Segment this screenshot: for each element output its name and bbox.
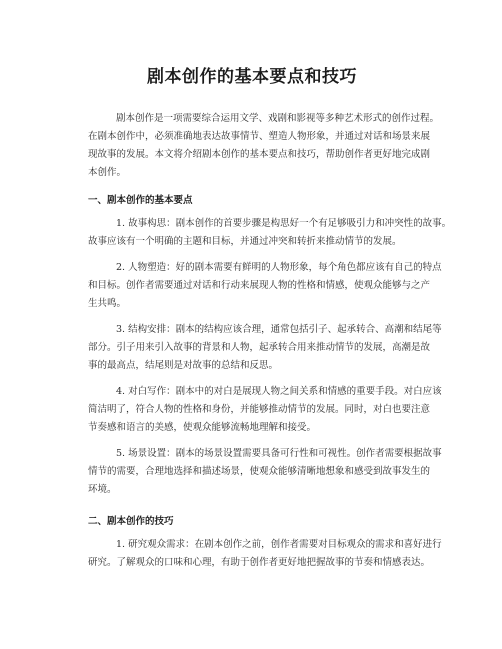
text-line: 事的最高点，结尾则是对故事的总结和反思。 (88, 360, 279, 371)
text-line: 1. 故事构思：剧本创作的首要步骤是构思好一个有足够吸引力和冲突性的故事。 (116, 218, 452, 229)
text-line: 环境。 (88, 484, 117, 495)
document-title: 剧本创作的基本要点和技巧 (147, 67, 357, 87)
list-item (88, 259, 442, 313)
text-line: 5. 场景设置：剧本的场景设置需要具备可行性和可视性。创作者需要根据故事 (116, 448, 442, 459)
text-line: 剧本创作是一项需要综合运用文学、戏剧和影视等多种艺术形式的创作过程。 (116, 113, 440, 124)
list-item (88, 321, 442, 375)
text-line: 1. 研究观众需求：在剧本创作之前，创作者需要对目标观众的需求和喜好进行 (116, 539, 442, 550)
list-item (88, 536, 442, 572)
text-line: 本创作。 (88, 167, 127, 178)
text-line: 2. 人物塑造：好的剧本需要有鲜明的人物形象，每个角色都应该有自己的特点 (116, 262, 442, 273)
list-item (88, 445, 442, 499)
text-line: 情节的需要，合理地选择和描述场景，使观众能够清晰地想象和感受到故事发生的 (88, 466, 431, 477)
text-line: 部分。引子用来引入故事的背景和人物，起承转合用来推动情节的发展，高潮是故 (88, 342, 431, 353)
list-item (88, 383, 442, 437)
text-line: 现故事的发展。本文将介绍剧本创作的基本要点和技巧，帮助创作者更好地完成剧 (88, 149, 431, 160)
text-line: 在剧本创作中，必须准确地表达故事情节、塑造人物形象，并通过对话和场景来展 (88, 131, 431, 142)
text-line: 生共鸣。 (88, 298, 127, 309)
text-line: 3. 结构安排：剧本的结构应该合理，通常包括引子、起承转合、高潮和结尾等 (116, 324, 442, 335)
list-item (88, 215, 452, 251)
text-line: 故事应该有一个明确的主题和目标，并通过冲突和转折来推动情节的发展。 (88, 236, 402, 247)
text-line: 和目标。创作者需要通过对话和行动来展现人物的性格和情感，使观众能够与之产 (88, 280, 431, 291)
section-heading: 二、剧本创作的技巧 (88, 516, 174, 527)
text-line: 节奏感和语言的美感，使观众能够流畅地理解和接受。 (88, 422, 317, 433)
text-line: 4. 对白写作：剧本中的对白是展现人物之间关系和情感的重要手段。对白应该 (116, 386, 442, 397)
section-heading: 一、剧本创作的基本要点 (88, 195, 193, 206)
text-line: 研究。了解观众的口味和心理，有助于创作者更好地把握故事的节奏和情感表达。 (88, 557, 431, 568)
text-line: 简洁明了，符合人物的性格和身份，并能够推动情节的发展。同时，对白也要注意 (88, 404, 431, 415)
intro-paragraph (88, 110, 440, 182)
